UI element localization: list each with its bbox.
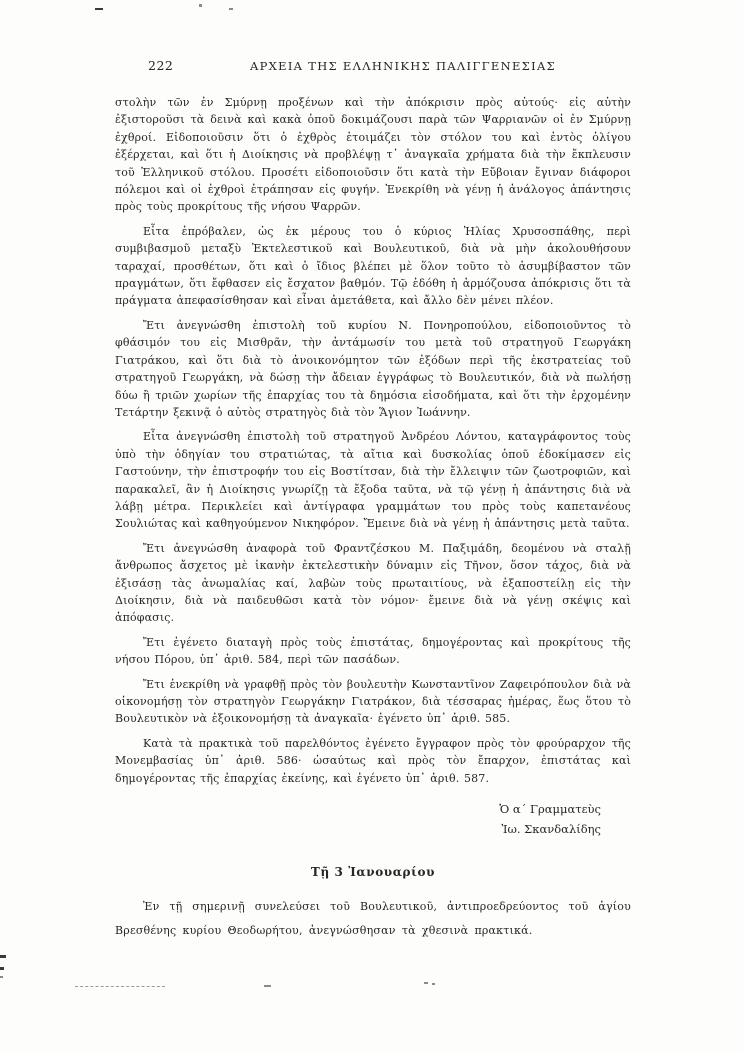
running-title: ΑΡΧΕΙΑ ΤΗΣ ΕΛΛΗΝΙΚΗΣ ΠΑΛΙΓΓΕΝΕΣΙΑΣ [250,59,556,73]
paragraph: Εἶτα ἀνεγνώσθη ἐπιστολὴ τοῦ στρατηγοῦ Ἀνδρέου Λόντου, καταγράφοντος τοὺς ὑπὸ τὴν ὁδηγίαν του στρατιώτας, τὰ αἴτια καὶ δυσκολίας ὁποῦ ἐδοκίμασεν εἰς Γαστούνην, τὴν ἐπιστροφήν του εἰς Βοστίτσαν, διὰ τὴν ἔλλειψιν τῶν ζωοτροφιῶν, καὶ παρακαλεῖ, ἂν ἡ Διοίκησις γνωρίζῃ τὰ ἔξοδα ταῦτα, νὰ τῷ γένῃ ἡ ἀπάντησις διὰ νὰ λάβῃ μέτρα. Περικλείει καὶ ἀντίγραφα γραμμάτων του πρὸς τοὺς καπετανέους Σουλιώτας καὶ καθηγούμενον Νικηφόρον. Ἔμεινε διὰ νὰ γένῃ ἡ ἀπάντησις μετὰ ταῦτα. [115,430,631,531]
scan-edge-mark [0,967,4,970]
paragraph: στολὴν τῶν ἐν Σμύρνῃ προξένων καὶ τὴν ἀπόκρισιν πρὸς αὐτούς· εἰς αὐτὴν ἐξιστοροῦσι τὰ δεινὰ καὶ κακὰ ὁποῦ δοκιμάζουσι παρὰ τῶν Ψαρριανῶν οἱ ἐν Σμύρνῃ ἐχθροί. Εἰδοποιοῦσιν ὅτι ὁ ἐχθρὸς ἑτοιμάζει τὸν στόλον του καὶ ἐντὸς ὀλίγου ἐξέρχεται, καὶ ὅτι ἡ Διοίκησις νὰ προβλέψῃ τ᾽ ἀναγκαῖα χρήματα διὰ τὴν ἔκπλευσιν τοῦ Ἑλληνικοῦ στόλου. Προσέτι εἰδοποιοῦσιν ὅτι κατὰ τὴν Εὔβοιαν ἔγιναν διάφοροι πόλεμοι καὶ οἱ ἐχθροὶ ἐτράπησαν εἰς φυγήν. Ἐνεκρίθη νὰ γένῃ ἡ ἀνάλογος ἀπάντησις πρὸς τοὺς προκρίτους τῆς νήσου Ψαρρῶν. [115,96,631,214]
text-block [115,58,631,954]
scan-speck [229,8,233,10]
scan-speck [264,985,271,987]
session-date-heading: Τῇ 3 Ἰανουαρίου [310,865,436,880]
paragraph: Κατὰ τὰ πρακτικὰ τοῦ παρελθόντος ἐγένετο ἔγγραφον πρὸς τὸν φρούραρχον τῆς Μονεμβασίας ὑπ᾽ ἀριθ. 586· ὡσαύτως καὶ πρὸς τὸν ἔπαρχον, ἐπιστάτας καὶ δημογέροντας τῆς ἐπαρχίας ἐκείνης, καὶ ἐγένετο ὑπ᾽ ἀριθ. 587. [115,736,631,785]
session-paragraph: Ἐν τῇ σημερινῇ συνελεύσει τοῦ Βουλευτικοῦ, ἀντιπροεδρεύοντος τοῦ ἁγίου Βρεσθένης κυρίου Θεοδωρήτου, ἀνεγνώσθησαν τὰ χθεσινὰ πρακτικά. [115,900,631,938]
scan-speck [424,982,428,984]
page-number: 222 [148,58,174,73]
minutes-body [115,94,631,787]
paragraph: Εἶτα ἐπρόβαλεν, ὡς ἐκ μέρους του ὁ κύριος Ἠλίας Χρυσοσπάθης, περὶ συμβιβασμοῦ μεταξὺ Ἐκτελεστικοῦ καὶ Βουλευτικοῦ, διὰ νὰ μὴν ἀκολουθήσουν ταραχαί, προσθέτων, ὅτι καὶ ὁ ἴδιος βλέπει μὲ ὅλον τοῦτο τὸ ἀσυμβίβαστον τῶν πραγμάτων, ὅτι ἔφθασεν εἰς ἔσχατον βαθμόν. Τῷ ἐδόθη ἡ ἁρμόζουσα ἀπόκρισις ὅτι τὰ πράγματα ἀπεφασίσθησαν καὶ εἶναι ἀμετάθετα, καὶ ἄλλο δὲν μένει πλέον. [115,224,631,308]
scan-edge-mark [0,955,6,958]
paragraph: Ἔτι ἐγένετο διαταγὴ πρὸς τοὺς ἐπιστάτας, δημογέροντας καὶ προκρίτους τῆς νήσου Πόρου, ὑπ᾽ ἀριθ. 584, περὶ τῶν πασάδων. [115,635,631,667]
paragraph: Ἔτι ἐνεκρίθη νὰ γραφθῇ πρὸς τὸν βουλευτὴν Κωνσταντῖνον Ζαφειρόπουλον διὰ νὰ οἰκονομήσῃ τὸν στρατηγὸν Γεωργάκην Γιατράκον, διὰ τέσσαρας ἡμέρας, ἕως ὅτου τὸ Βουλευτικὸν νὰ ἐξοικονομήσῃ τὰ ἀναγκαῖα· ἐγένετο ὑπ᾽ ἀριθ. 585. [115,677,631,726]
signature-role: Ὁ α΄ Γραμματεὺς [499,802,601,817]
scan-edge-mark [0,976,3,978]
scan-speck [432,983,435,985]
paragraph: Ἔτι ἀνεγνώσθη ἀναφορὰ τοῦ Φραντζέσκου Μ. Παξιμάδη, δεομένου νὰ σταλῇ ἄνθρωπος ἄσχετος μὲ ἱκανὴν ἐκτελεστικὴν δύναμιν εἰς Τῆνον, ὅσον τάχος, διὰ νὰ ἐξισάσῃ τὰς ἀνωμαλίας καί, λαβὼν τοὺς πρωταιτίους, νὰ ἐξαποστείλῃ εἰς τὴν Διοίκησιν, διὰ νὰ παιδευθῶσι κατὰ τὸν νόμον· ἔμεινε διὰ νὰ γένῃ σκέψις καὶ ἀπόφασις. [115,541,631,625]
scan-dashed-line [75,986,165,987]
scan-speck [199,4,202,7]
signature-block [115,799,601,839]
signature-name: Ἰω. Σκανδαλίδης [501,822,601,837]
paragraph: Ἔτι ἀνεγνώσθη ἐπιστολὴ τοῦ κυρίου Ν. Πονηροπούλου, εἰδοποιοῦντος τὸ φθάσιμόν του εἰς Μισθρᾶν, τὴν ἀντάμωσίν του μετὰ τοῦ στρατηγοῦ Γεωργάκη Γιατράκου, καὶ ὅτι διὰ τὸ ἀνοικονόμητον τῶν ἐξόδων περὶ τῆς ἐκστρατείας τοῦ στρατηγοῦ Γεωργάκη, νὰ δώσῃ τὴν ἄδειαν ἐγγράφως τὸ Βουλευτικόν, διὰ νὰ πωλήσῃ δύω ἢ τριῶν χωρίων τῆς ἐπαρχίας του τὰ δημόσια εἰσοδήματα, καὶ ὅτι τὴν ἐρχομένην Τετάρτην ξεκινᾷ ὁ αὐτὸς στρατηγὸς διὰ τὸν Ἅγιον Ἰωάννην. [115,318,631,419]
page-header [115,58,631,76]
scan-speck [95,8,103,10]
